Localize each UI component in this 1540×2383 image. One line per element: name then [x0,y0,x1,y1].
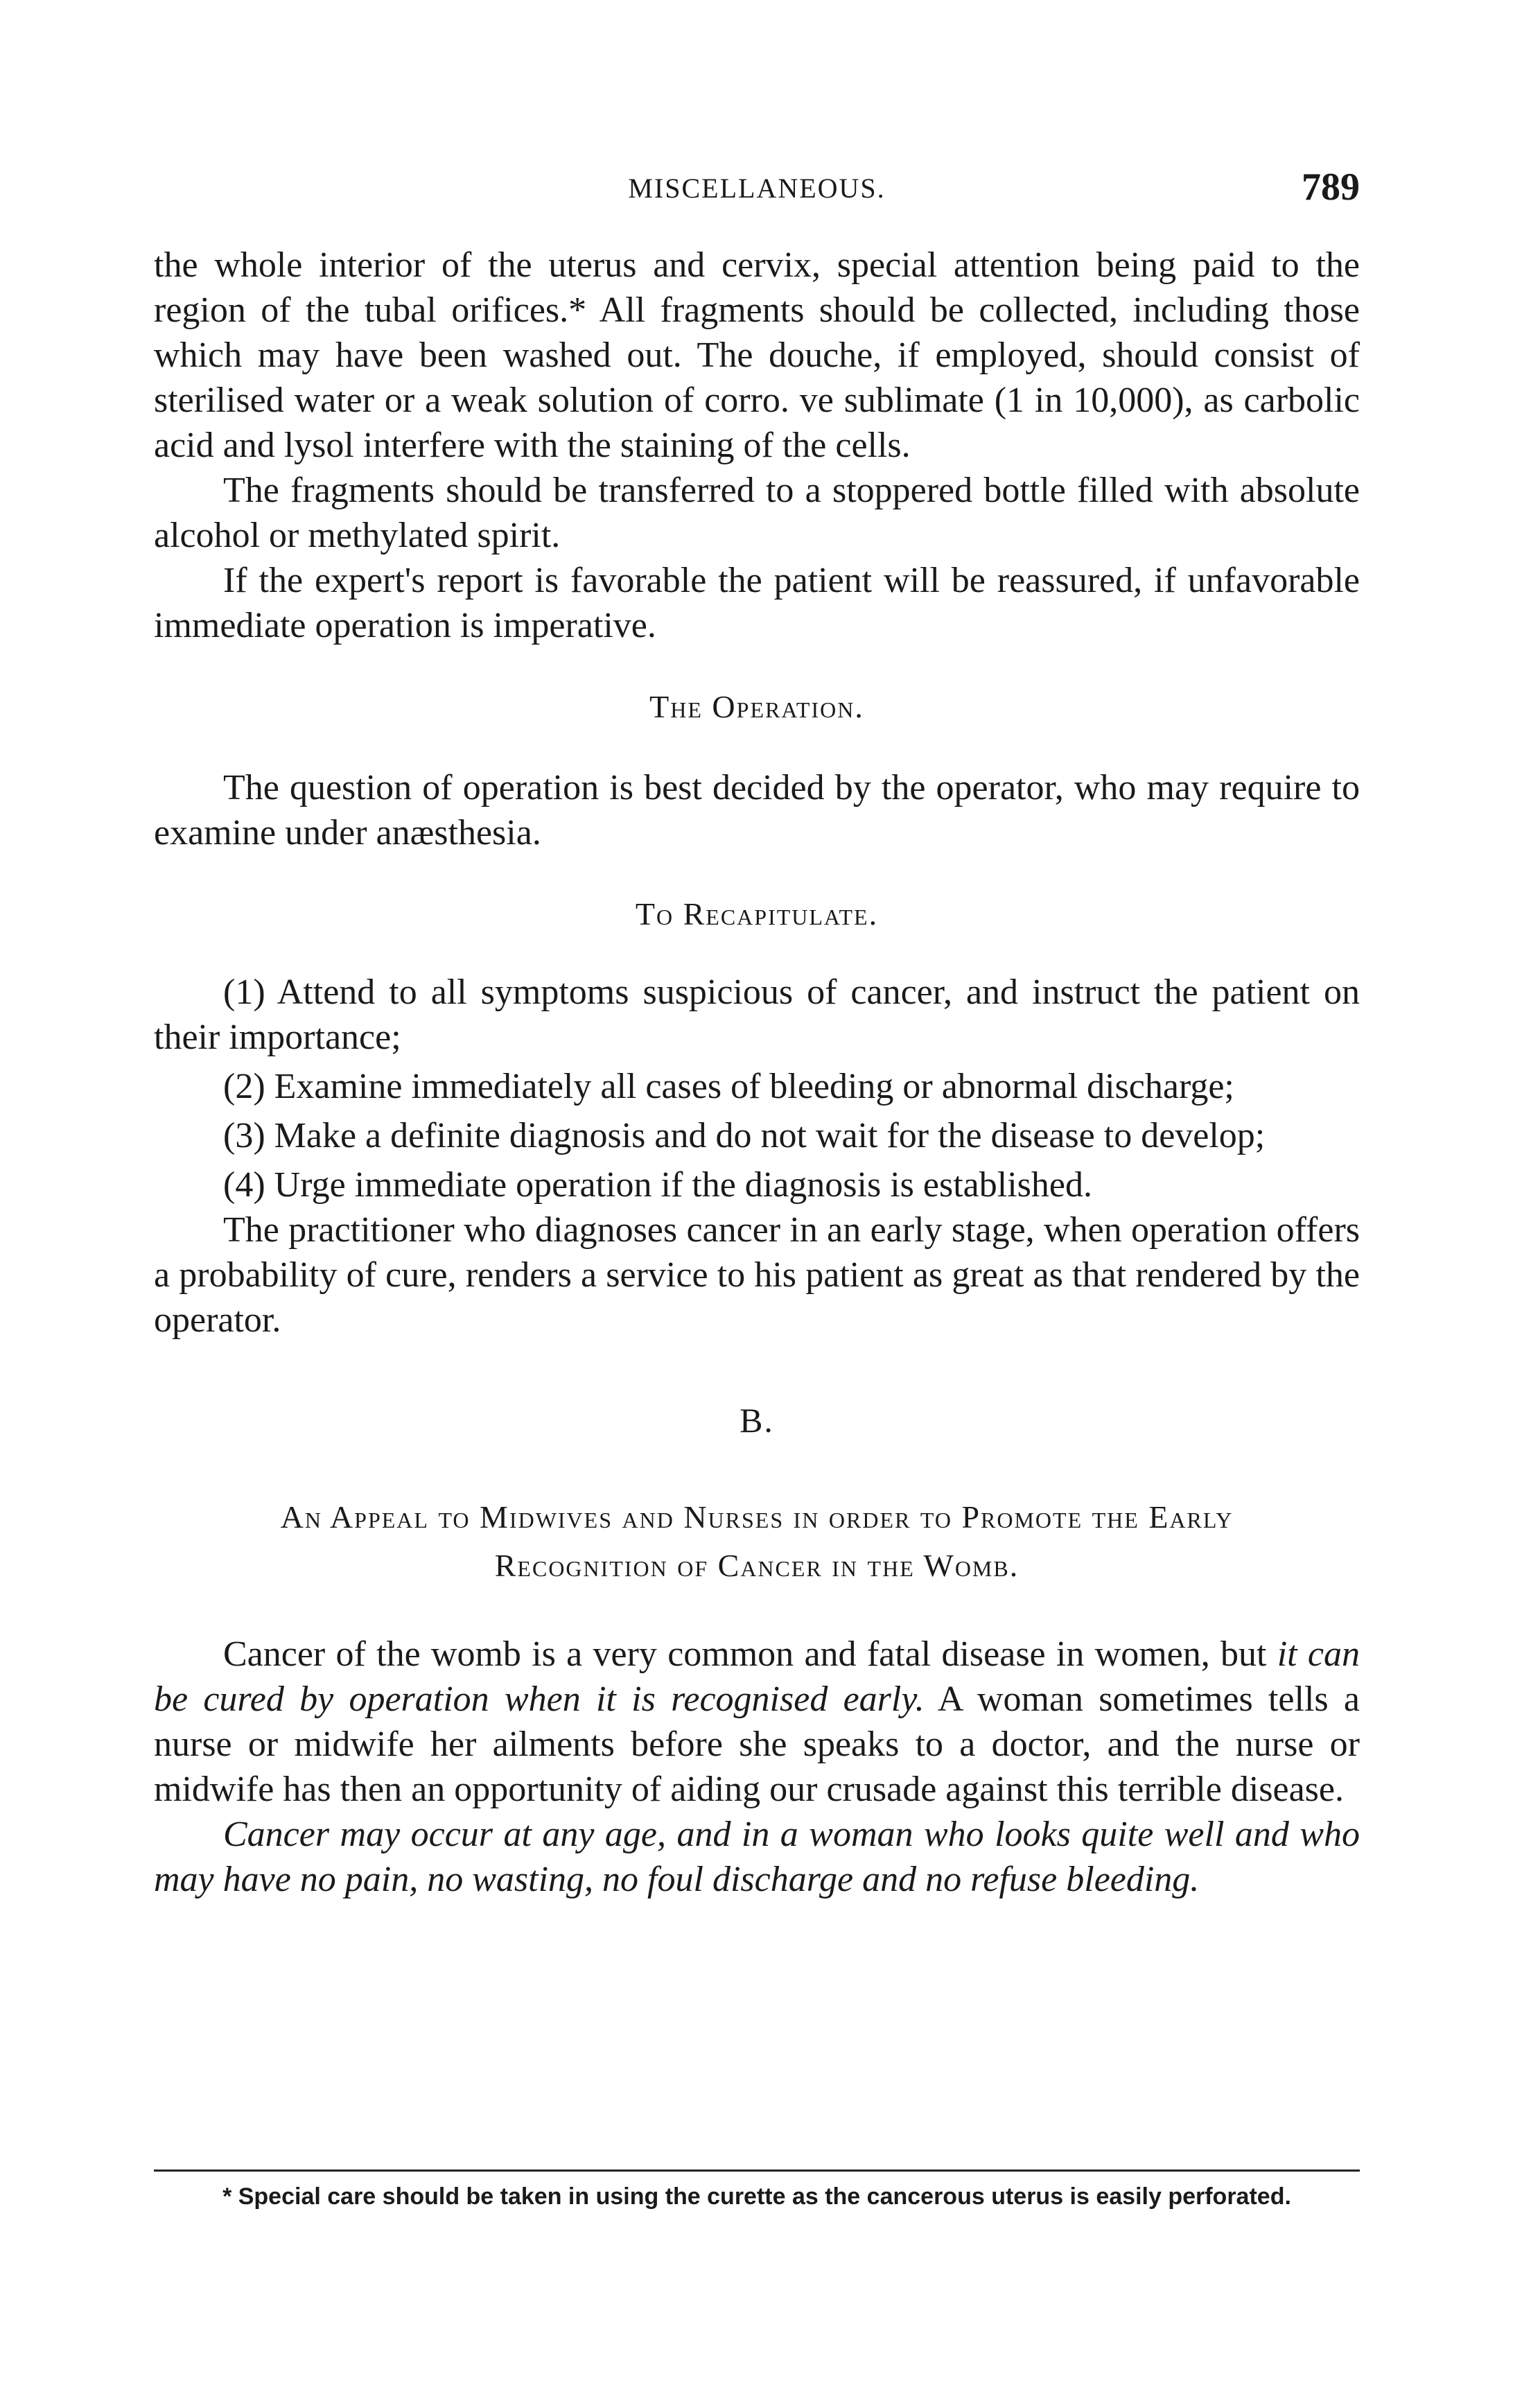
paragraph-expert-report: If the expert's report is favorable the patient will be reassured, if unfavorable immediate operation is imperative. [154,561,1360,645]
page-number: 789 [1302,166,1360,209]
recap-item-4: (4) Urge immediate operation if the diagnosis is established. [223,1165,1092,1205]
heading-appeal-line-2: Recognition of Cancer in the Womb. [494,1548,1020,1583]
paragraph-cancer-womb-end: A woman sometimes tells a nurse or midwife her ailments before she speaks to a doctor, and the nurse or midwife has then an opportunity of aiding our crusade against this terrible disease. [154,1679,1360,1809]
section-letter-b: B. [740,1401,774,1440]
paragraph-specimen-collection: the whole interior of the uterus and cervix, special attention being paid to the region of the tubal orifices.* All fragments should be collected, including those which may have been washed out. The douche, if employed, should consist of sterilised water or a weak solution of corro. ve sublimate (1 in 10,000), as carbolic acid and lysol interfere with the staining of the cells. [154,245,1360,465]
paragraph-cancer-womb [154,1632,1360,1812]
heading-the-operation: The Operation. [649,689,864,724]
heading-appeal-line-1: An Appeal to Midwives and Nurses in order to Promote the Early [280,1499,1234,1535]
paragraph-practitioner: The practitioner who diagnoses cancer in an early stage, when operation offers a probability of cure, renders a service to his patient as great as that rendered by the operator. [154,1210,1360,1340]
page-header [154,165,1360,213]
recap-item-1: (1) Attend to all symptoms suspicious of cancer, and instruct the patient on their importance; [154,972,1360,1057]
running-head: MISCELLANEOUS. [628,173,886,204]
paragraph-cancer-any-age [154,1812,1360,1902]
heading-appeal [154,1493,1360,1590]
recap-item-3: (3) Make a definite diagnosis and do not wait for the disease to develop; [223,1116,1266,1155]
recap-item-2: (2) Examine immediately all cases of bleeding or abnormal discharge; [223,1067,1234,1106]
paragraph-cancer-womb-emphasis: it can be cured by operation when it is recognised early. [154,1634,1360,1719]
paragraph-fragments: The fragments should be transferred to a stoppered bottle filled with absolute alcohol or methylated spirit. [154,471,1360,555]
page-body [154,243,1360,1902]
footnote: * Special care should be taken in using the curette as the cancerous uterus is easily perforated. [222,2183,1291,2210]
footnote-rule [154,2170,1360,2172]
paragraph-cancer-any-age-text: Cancer may occur at any age, and in a woman who looks quite well and who may have no pain, no wasting, no foul discharge and no refuse bleeding. [154,1815,1360,1899]
paragraph-cancer-womb-start: Cancer of the womb is a very common and fatal disease in women, but [223,1634,1277,1674]
heading-to-recapitulate: To Recapitulate. [635,896,879,932]
paragraph-operation: The question of operation is best decided by the operator, who may require to examine under anæsthesia. [154,768,1360,853]
